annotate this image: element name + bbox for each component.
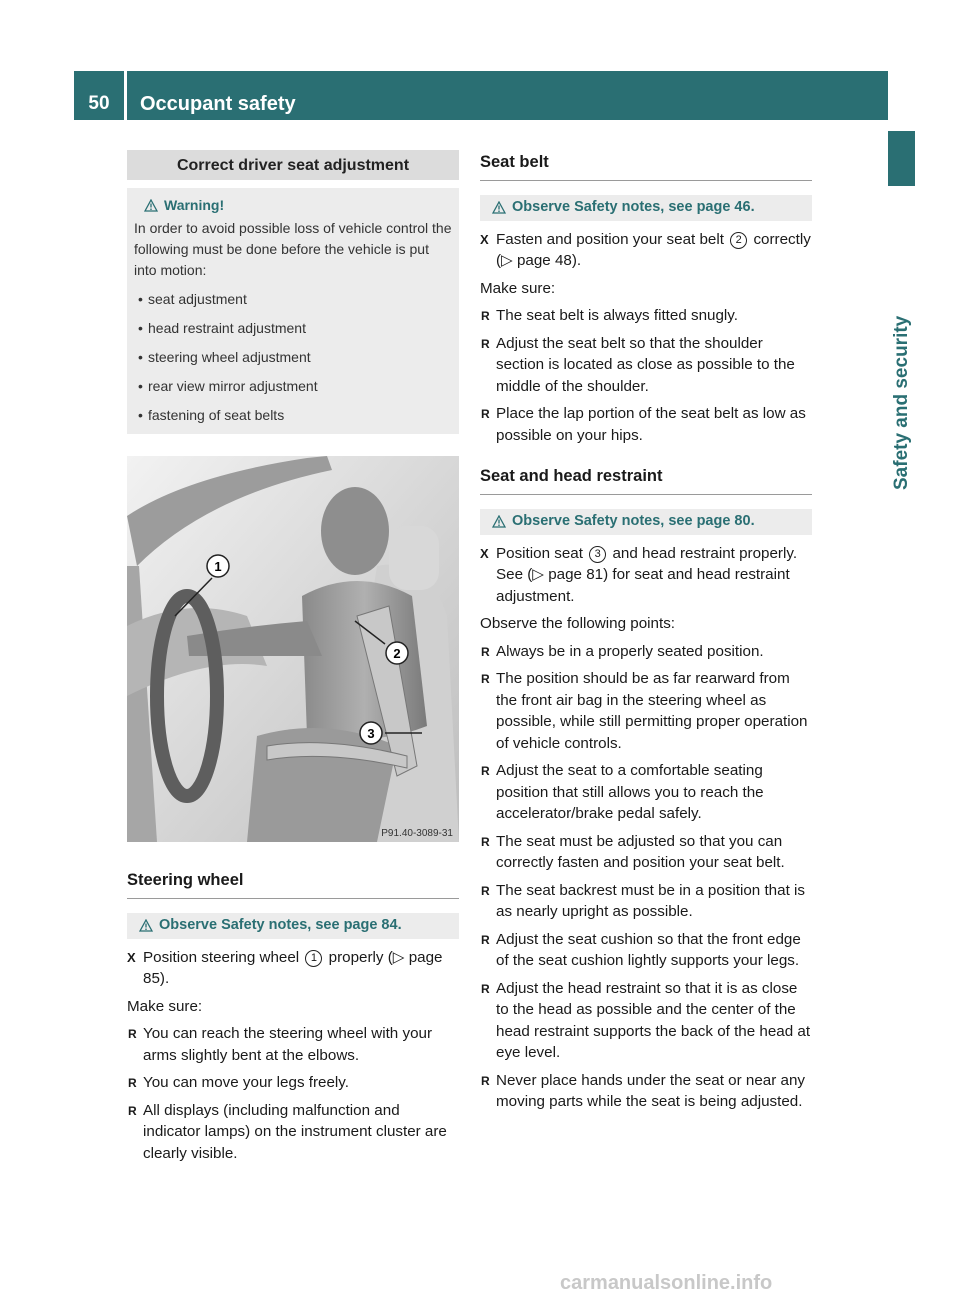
list-item: R You can reach the steering wheel with your arms slightly bent at the elbows. (127, 1023, 459, 1066)
instruction (127, 947, 459, 990)
callout-3 (360, 722, 382, 744)
list-item: R The seat must be adjusted so that you can correctly fasten and position your seat belt. (480, 831, 812, 874)
svg-text:2: 2 (393, 646, 401, 661)
callout-2 (386, 642, 408, 664)
driver-illustration-svg (127, 456, 459, 842)
seat-belt-heading: Seat belt (480, 152, 812, 181)
instruction-text: Position steering wheel (143, 948, 300, 966)
steering-wheel-heading: Steering wheel (127, 870, 459, 899)
list-item: R All displays (including malfunction and indicator lamps) on the instrument cluster are clearly visible. (127, 1100, 459, 1165)
side-tab-block (888, 131, 915, 186)
side-tab (888, 196, 915, 496)
make-sure-label: Make sure: (480, 279, 556, 297)
list-item: R The seat backrest must be in a position that is as nearly upright as possible. (480, 880, 812, 923)
list-item: R Never place hands under the seat or near any moving parts while the seat is being adjusted. (480, 1070, 812, 1113)
warning-triangle-icon (139, 919, 153, 932)
observe-note (127, 913, 459, 939)
warning-triangle-icon (492, 515, 506, 528)
callout-1 (207, 555, 229, 577)
list-item: R Place the lap portion of the seat belt as low as possible on your hips. (480, 403, 812, 446)
warning-item: • fastening of seat belts (134, 405, 452, 426)
header-divider (124, 71, 127, 120)
page-title: Occupant safety (140, 93, 296, 115)
page-number: 50 (88, 93, 110, 114)
make-sure-label: Make sure: (127, 997, 203, 1015)
warning-item: • seat adjustment (134, 289, 452, 310)
svg-text:3: 3 (367, 726, 375, 741)
figure-code: P91.40-3089-31 (381, 828, 453, 839)
observe-text: Observe Safety notes, see page 46. (512, 198, 755, 215)
warning-item: • steering wheel adjustment (134, 347, 452, 368)
warning-triangle-icon (492, 201, 506, 214)
list-item: R The seat belt is always fitted snugly. (480, 305, 812, 327)
warning-title-text: Warning! (164, 197, 225, 213)
list-item: R Adjust the head restraint so that it is as close to the head as possible and the center of the head restraint supports the back of the head at eye level. (480, 978, 812, 1064)
instruction-text: and head restraint properly. See (▷ page 81) for seat and head restraint adjustment. (496, 544, 798, 605)
list-item: R Adjust the seat to a comfortable seating position that still allows you to reach the accelerator/brake pedal safely. (480, 760, 812, 825)
list-item: R You can move your legs freely. (127, 1072, 459, 1094)
intro-label: Observe the following points: (480, 615, 676, 632)
list-item: R Always be in a properly seated position. (480, 641, 812, 663)
instruction-text: Position seat (496, 544, 583, 562)
seat-head-restraint-heading: Seat and head restraint (480, 466, 812, 495)
instruction-text: Fasten and position your seat belt (496, 230, 724, 248)
right-column (480, 150, 812, 1113)
list-item: R The position should be as far rearward from the front air bag in the steering wheel as possible, while still permitting proper operation of vehicle controls. (480, 668, 812, 754)
warning-triangle-icon (144, 199, 158, 212)
instruction-text: correctly (▷ page 48). (496, 230, 811, 269)
ref-callout-1: 1 (305, 950, 322, 967)
observe-text: Observe Safety notes, see page 84. (159, 916, 402, 933)
warning-item: • rear view mirror adjustment (134, 376, 452, 397)
side-tab-label: Safety and security (891, 315, 912, 490)
observe-note (480, 509, 812, 535)
warning-box (127, 188, 459, 434)
observe-note (480, 195, 812, 221)
driver-seat-illustration (127, 456, 459, 842)
warning-text: In order to avoid possible loss of vehicle control the following must be done before the vehicle is put into motion: (134, 220, 452, 278)
list-item: R Adjust the seat belt so that the shoulder section is located as close as possible to the middle of the shoulder. (480, 333, 812, 398)
list-item: R Adjust the seat cushion so that the front edge of the seat cushion lightly supports your legs. (480, 929, 812, 972)
instruction (480, 543, 812, 608)
warning-item: • head restraint adjustment (134, 318, 452, 339)
ref-callout-2: 2 (730, 232, 747, 249)
ref-callout-3: 3 (589, 546, 606, 563)
instruction-text: properly (▷ page 85). (143, 948, 443, 987)
svg-text:1: 1 (214, 559, 222, 574)
section-title: Correct driver seat adjustment (127, 150, 459, 180)
warning-title (134, 195, 452, 216)
watermark: carmanualsonline.info (560, 1272, 773, 1294)
left-column (127, 150, 459, 1164)
instruction (480, 229, 812, 272)
observe-text: Observe Safety notes, see page 80. (512, 512, 755, 529)
